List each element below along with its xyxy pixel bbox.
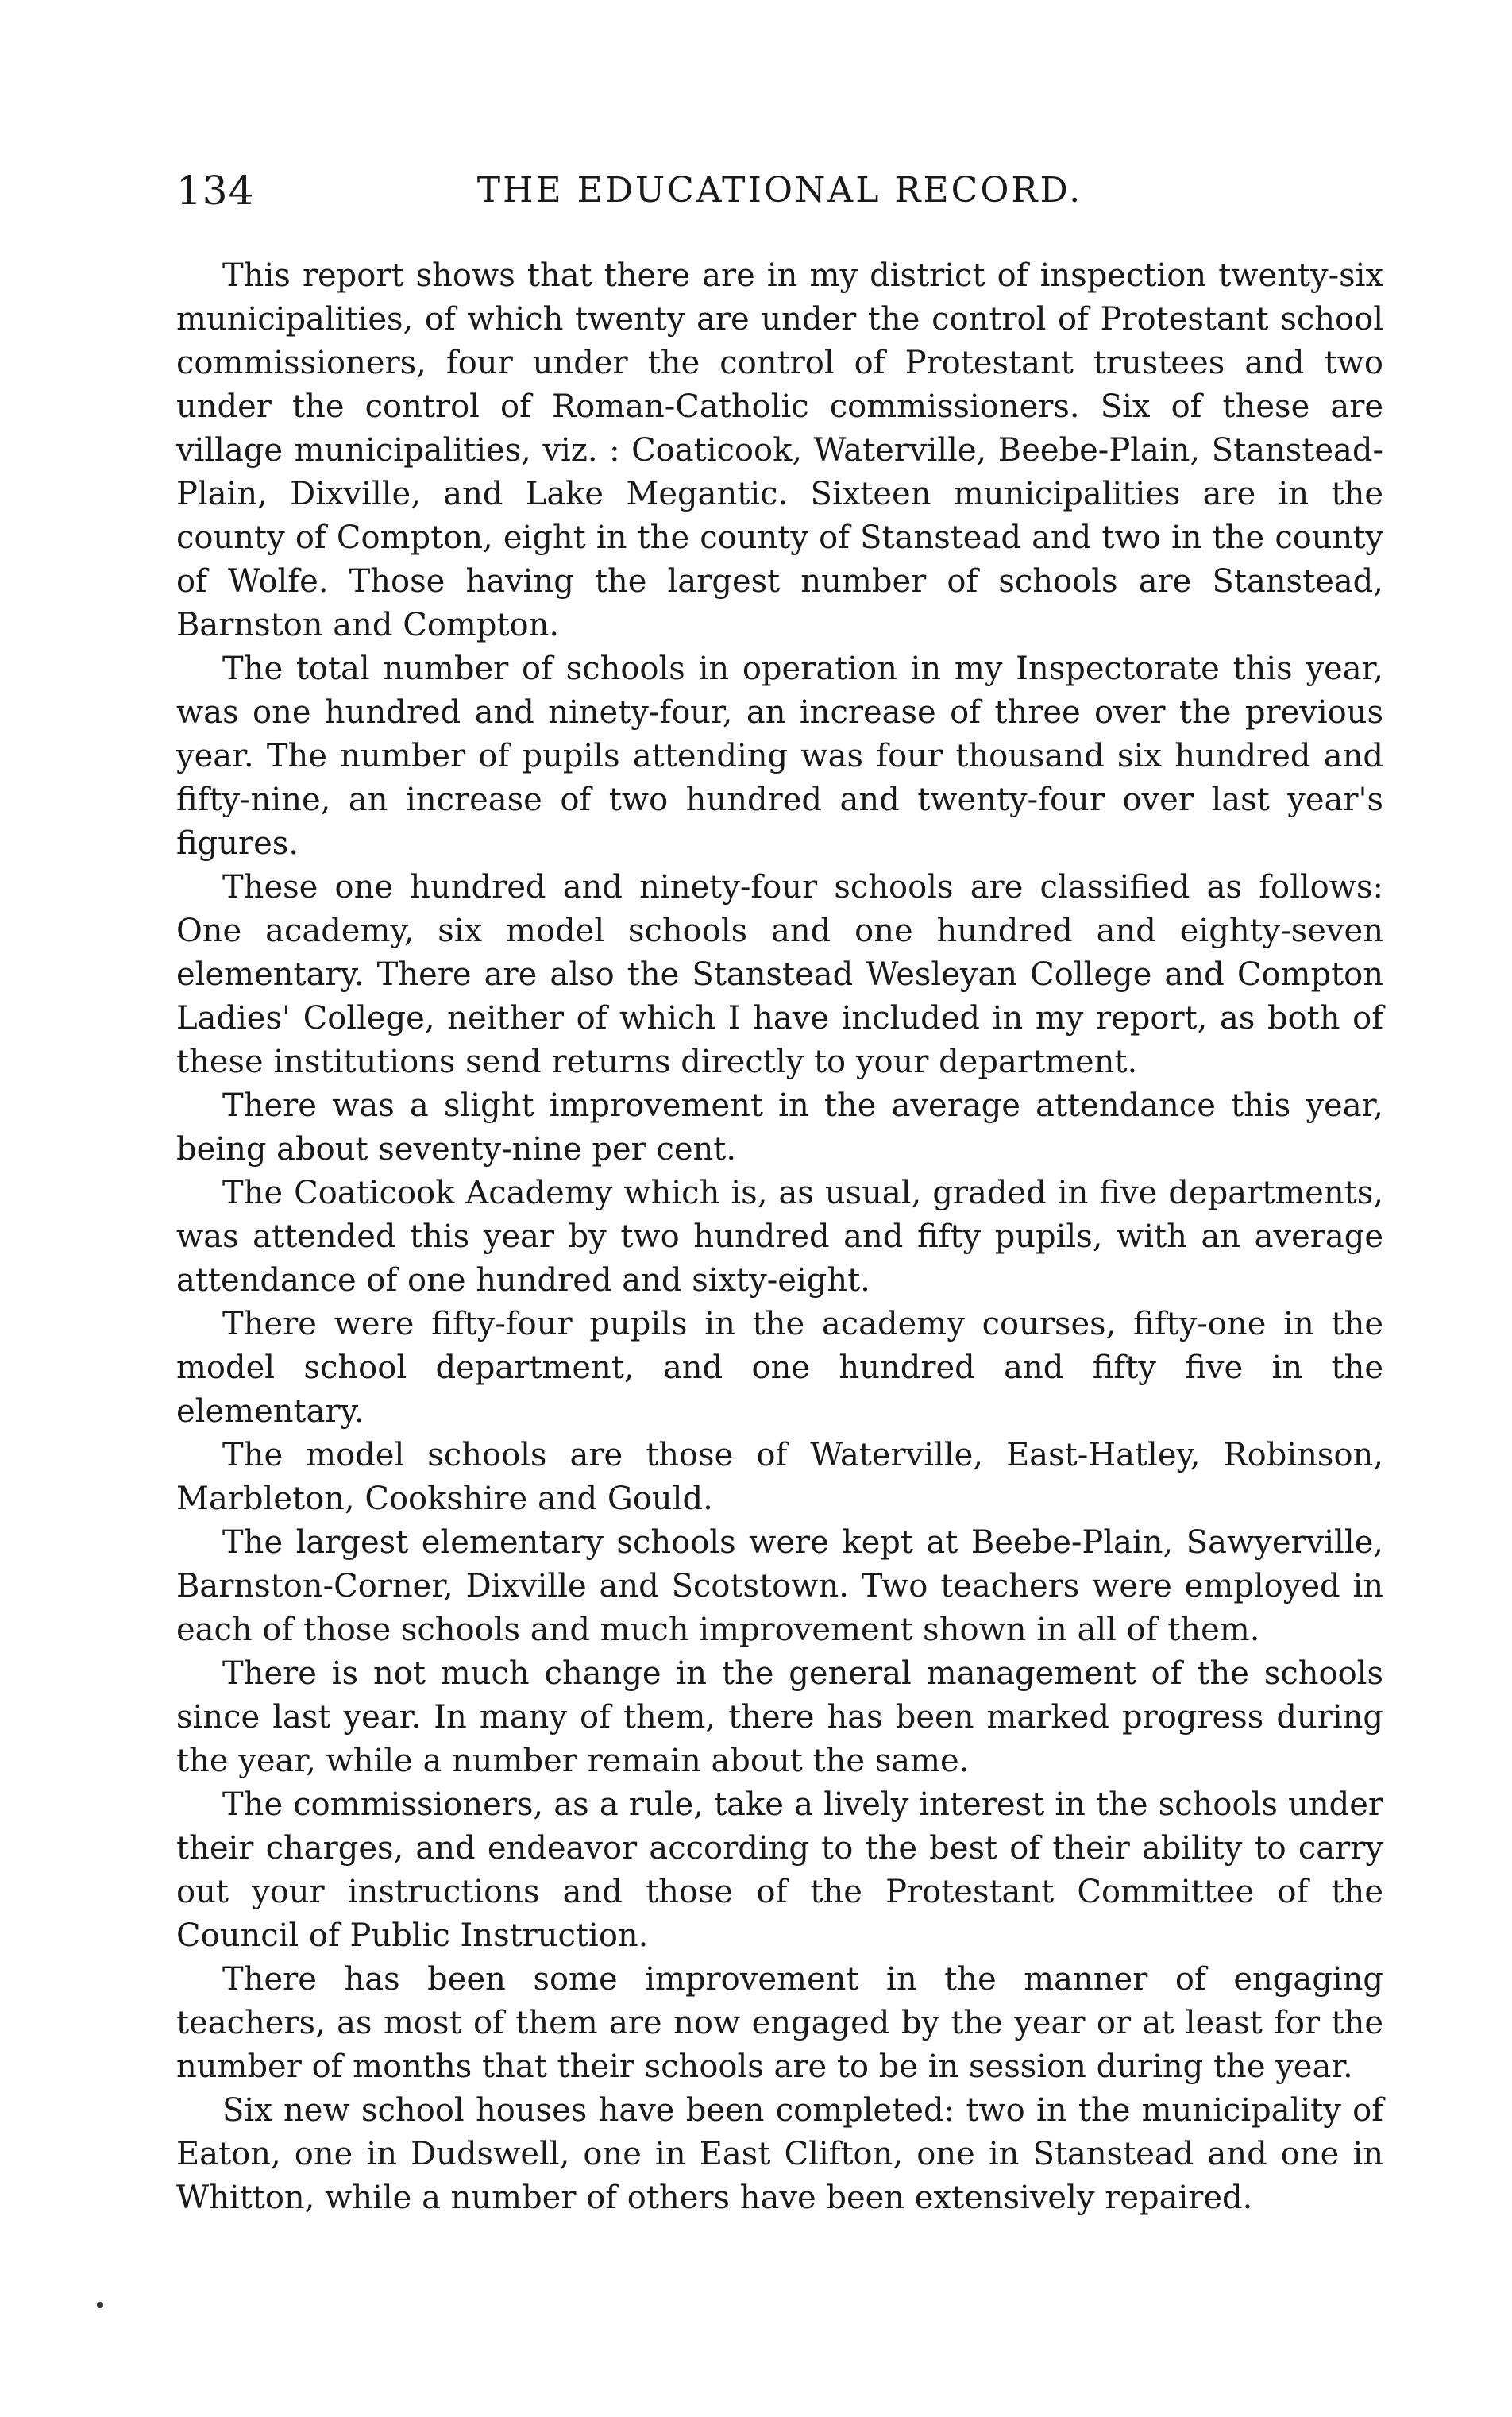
paragraph-commissioners: The commissioners, as a rule, take a lively interest in the schools under their charges, and endeavor according to the best of their ability to carry out your instructions and those of the Protestant Committee of the Council of Public Instruction.	[176, 1786, 1383, 1954]
paragraph-school-houses: Six new school houses have been completed: two in the municipality of Eaton, one in Dudswell, one in East Clifton, one in Stanstead and one in Whitton, while a number of others have been extensively repaired.	[176, 2092, 1383, 2216]
stray-ink-dot	[97, 2302, 103, 2308]
paragraph-districts: This report shows that there are in my district of inspection twenty-six municipalities, of which twenty are under the control of Protestant school commissioners, four under the control of Protestant trustees and two under the control of Roman-Catholic commissioners. Six of these are village municipalities, viz. : Coaticook, Waterville, Beebe-Plain, Stanstead-Plain, Dixville, and Lake Megantic. Sixteen municipalities are in the county of Compton, eight in the county of Stanstead and two in the county of Wolfe. Those having the largest number of schools are Stanstead, Barnston and Compton.	[176, 257, 1383, 643]
page-number: 134	[176, 168, 255, 214]
paragraph-model-schools: The model schools are those of Waterville, East-Hatley, Robinson, Marbleton, Cookshire and Gould.	[176, 1437, 1383, 1517]
paragraph-coaticook-academy: The Coaticook Academy which is, as usual, graded in five departments, was attended this year by two hundred and fifty pupils, with an average attendance of one hundred and sixty-eight.	[176, 1175, 1383, 1299]
paragraph-school-totals: The total number of schools in operation in my Inspectorate this year, was one hundred and ninety-four, an increase of three over the previous year. The number of pupils attending was four thousand six hundred and fifty-nine, an increase of two hundred and twenty-four over last year's figures.	[176, 651, 1383, 862]
body-text	[176, 254, 1383, 2220]
paragraph-academy-courses: There were fifty-four pupils in the academy courses, fifty-one in the model school department, and one hundred and fifty five in the elementary.	[176, 1306, 1383, 1430]
paragraph-management: There is not much change in the general management of the schools since last year. In many of them, there has been marked progress during the year, while a number remain about the same.	[176, 1655, 1383, 1779]
paragraph-teachers: There has been some improvement in the manner of engaging teachers, as most of them are now engaged by the year or at least for the number of months that their schools are to be in session during the year.	[176, 1961, 1383, 2085]
paragraph-elementary-schools: The largest elementary schools were kept at Beebe-Plain, Sawyerville, Barnston-Corner, Dixville and Scotstown. Two teachers were employed in each of those schools and much improvement shown in all of them.	[176, 1524, 1383, 1648]
paragraph-classification: These one hundred and ninety-four schools are classified as follows: One academy, six model schools and one hundred and eighty-seven elementary. There are also the Stanstead Wesleyan College and Compton Ladies' College, neither of which I have included in my report, as both of these institutions send returns directly to your department.	[176, 869, 1383, 1080]
running-title: THE EDUCATIONAL RECORD.	[476, 170, 1083, 210]
page-header	[176, 159, 1383, 222]
paragraph-attendance: There was a slight improvement in the average attendance this year, being about seventy-nine per cent.	[176, 1087, 1383, 1168]
